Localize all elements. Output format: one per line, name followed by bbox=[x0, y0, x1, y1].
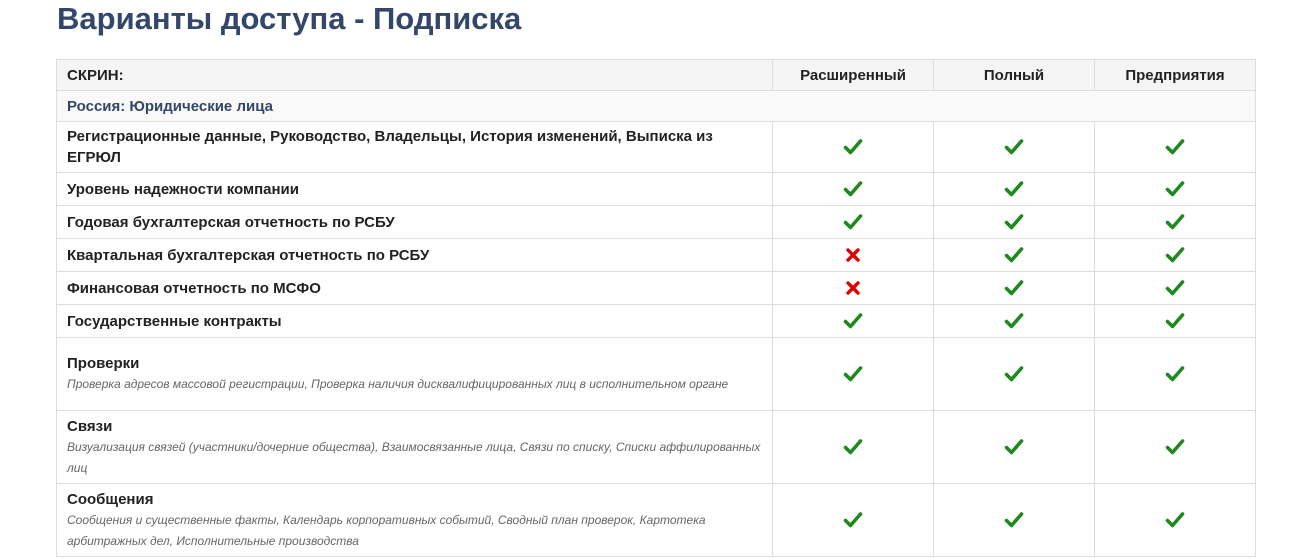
feature-cell bbox=[57, 122, 773, 173]
feature-title: Уровень надежности компании bbox=[67, 180, 299, 198]
plan-cell-full bbox=[934, 206, 1095, 239]
plan-cell-extended bbox=[773, 206, 934, 239]
plan-cell-enterprise bbox=[1095, 122, 1256, 173]
feature-cell bbox=[57, 338, 773, 411]
feature-cell bbox=[57, 305, 773, 338]
feature-description: Проверка адресов массовой регистрации, Проверка наличия дисквалифицированных лиц в исполнительном органе bbox=[67, 377, 729, 391]
check-icon bbox=[1004, 278, 1024, 298]
check-icon bbox=[1165, 212, 1185, 232]
feature-description: Визуализация связей (участники/дочерние общества), Взаимосвязанные лица, Связи по списку, Списки аффилированных лиц bbox=[67, 439, 761, 475]
feature-cell bbox=[57, 206, 773, 239]
table-row bbox=[57, 411, 1256, 484]
cross-icon bbox=[843, 245, 863, 265]
plan-cell-full bbox=[934, 305, 1095, 338]
feature-title: Сообщения bbox=[67, 490, 154, 508]
check-icon bbox=[1165, 137, 1185, 157]
feature-cell bbox=[57, 484, 773, 557]
table-row bbox=[57, 239, 1256, 272]
plan-cell-full bbox=[934, 411, 1095, 484]
plan-cell-extended bbox=[773, 305, 934, 338]
plan-cell-extended bbox=[773, 173, 934, 206]
plan-header-extended: Расширенный bbox=[773, 60, 934, 91]
plan-cell-full bbox=[934, 173, 1095, 206]
check-icon bbox=[1004, 137, 1024, 157]
check-icon bbox=[1165, 510, 1185, 530]
plan-cell-enterprise bbox=[1095, 239, 1256, 272]
check-icon bbox=[1165, 179, 1185, 199]
plan-cell-full bbox=[934, 122, 1095, 173]
plan-cell-extended bbox=[773, 122, 934, 173]
check-icon bbox=[1004, 437, 1024, 457]
table-header-row bbox=[57, 60, 1256, 91]
check-icon bbox=[843, 179, 863, 199]
plan-header-full: Полный bbox=[934, 60, 1095, 91]
plan-cell-full bbox=[934, 239, 1095, 272]
check-icon bbox=[1004, 179, 1024, 199]
cross-icon bbox=[843, 278, 863, 298]
plan-cell-full bbox=[934, 272, 1095, 305]
check-icon bbox=[843, 437, 863, 457]
plan-cell-extended bbox=[773, 484, 934, 557]
table-row bbox=[57, 206, 1256, 239]
plan-cell-enterprise bbox=[1095, 305, 1256, 338]
table-row bbox=[57, 305, 1256, 338]
plan-cell-enterprise bbox=[1095, 411, 1256, 484]
plan-cell-full bbox=[934, 338, 1095, 411]
plan-cell-extended bbox=[773, 338, 934, 411]
check-icon bbox=[1165, 311, 1185, 331]
feature-title: Финансовая отчетность по МСФО bbox=[67, 279, 321, 297]
feature-cell bbox=[57, 411, 773, 484]
check-icon bbox=[1165, 245, 1185, 265]
table-row bbox=[57, 122, 1256, 173]
feature-title: Связи bbox=[67, 417, 113, 435]
section-label: Россия: Юридические лица bbox=[57, 91, 1256, 122]
plan-cell-enterprise bbox=[1095, 272, 1256, 305]
plan-cell-enterprise bbox=[1095, 338, 1256, 411]
table-row bbox=[57, 272, 1256, 305]
check-icon bbox=[1004, 311, 1024, 331]
check-icon bbox=[843, 364, 863, 384]
feature-title: Проверки bbox=[67, 355, 140, 372]
check-icon bbox=[1165, 437, 1185, 457]
feature-title: Регистрационные данные, Руководство, Владельцы, История изменений, Выписка из ЕГРЮЛ bbox=[67, 128, 713, 166]
plan-cell-extended bbox=[773, 272, 934, 305]
check-icon bbox=[843, 510, 863, 530]
check-icon bbox=[1165, 278, 1185, 298]
plan-cell-full bbox=[934, 484, 1095, 557]
feature-title: Государственные контракты bbox=[67, 312, 282, 330]
feature-column-header: СКРИН: bbox=[57, 60, 773, 91]
feature-title: Годовая бухгалтерская отчетность по РСБУ bbox=[67, 213, 395, 231]
feature-title: Квартальная бухгалтерская отчетность по РСБУ bbox=[67, 246, 430, 264]
check-icon bbox=[1165, 364, 1185, 384]
check-icon bbox=[1004, 245, 1024, 265]
feature-cell bbox=[57, 272, 773, 305]
check-icon bbox=[843, 212, 863, 232]
check-icon bbox=[843, 311, 863, 331]
plan-cell-enterprise bbox=[1095, 206, 1256, 239]
table-row bbox=[57, 173, 1256, 206]
table-row bbox=[57, 338, 1256, 411]
page-title: Варианты доступа - Подписка bbox=[57, 1, 522, 36]
check-icon bbox=[1004, 212, 1024, 232]
section-row bbox=[57, 91, 1256, 122]
plan-cell-enterprise bbox=[1095, 173, 1256, 206]
plan-cell-enterprise bbox=[1095, 484, 1256, 557]
feature-cell bbox=[57, 173, 773, 206]
plan-cell-extended bbox=[773, 411, 934, 484]
check-icon bbox=[1004, 364, 1024, 384]
check-icon bbox=[843, 137, 863, 157]
table-row bbox=[57, 484, 1256, 557]
subscription-comparison-table bbox=[56, 59, 1256, 557]
feature-description: Сообщения и существенные факты, Календарь корпоративных событий, Сводный план проверок, Картотека арбитражных дел, Исполнительные производства bbox=[67, 512, 706, 548]
feature-cell bbox=[57, 239, 773, 272]
plan-header-enterprise: Предприятия bbox=[1095, 60, 1256, 91]
check-icon bbox=[1004, 510, 1024, 530]
plan-cell-extended bbox=[773, 239, 934, 272]
